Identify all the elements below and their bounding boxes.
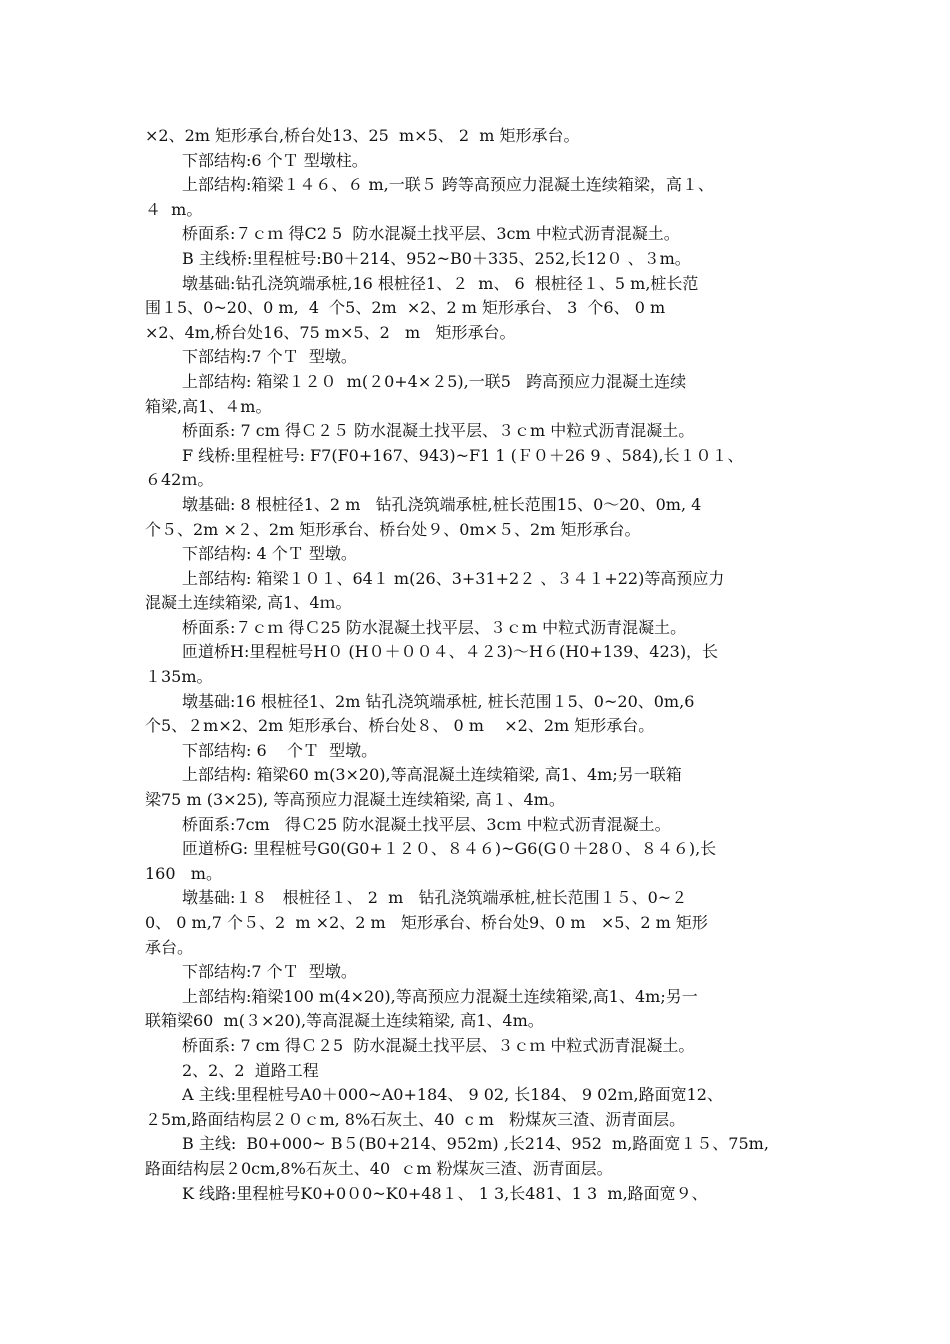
paragraph-line: 联箱梁60 m(３×20),等高混凝土连续箱梁, 高1、4m。 [145, 1011, 544, 1031]
paragraph-line: 上部结构: 箱梁60 m(3×20),等高混凝土连续箱梁, 高1、4m;另一联箱 [182, 765, 682, 785]
paragraph-line: 下部结构: 6 个Ｔ 型墩。 [182, 740, 378, 760]
paragraph-line: 路面结构层２0cm,8%石灰土、40 ｃm 粉煤灰三渣、沥青面层。 [145, 1158, 613, 1178]
paragraph-line: 桥面系:７ｃｍ 得Ｃ25 防水混凝土找平层、３ｃm 中粒式沥青混凝土。 [182, 617, 687, 637]
paragraph-line: ２5m,路面结构层２０ｃm, 8%石灰土、40 c m 粉煤灰三渣、沥青面层。 [145, 1109, 686, 1129]
paragraph-line: 梁75 m (3×25), 等高预应力混凝土连续箱梁, 高１、4m。 [145, 790, 565, 810]
paragraph-line: 上部结构:箱梁１４６、６ m,一联５ 跨等高预应力混凝土连续箱梁，高１、 [182, 175, 714, 195]
paragraph-line: F 线桥:里程桩号: F7(F0+167、943)~F1 1 (Ｆ０＋26 9 、584),长１０１、 [182, 445, 744, 465]
paragraph-line: 下部结构: 4 个Ｔ 型墩。 [182, 544, 357, 564]
paragraph-line: 桥面系:７ｃｍ 得C2 5 防水混凝土找平层、3cm 中粒式沥青混凝土。 [182, 224, 680, 244]
paragraph-line: 上部结构: 箱梁１２０ m(２0+4×２5),一联5 跨高预应力混凝土连续 [182, 371, 687, 391]
paragraph-line: 桥面系: 7 cm 得Ｃ２５ 防水混凝土找平层、３ｃm 中粒式沥青混凝土。 [182, 421, 695, 441]
paragraph-line: 承台。 [145, 937, 194, 957]
paragraph-line: ×2、2m 矩形承台,桥台处13、25 m×5、 2 m 矩形承台。 [145, 126, 580, 145]
paragraph-line: 下部结构:7 个Ｔ 型墩。 [182, 347, 357, 367]
paragraph-line: 墩基础:１８ 根桩径１、 2 m 钻孔浇筑端承桩,桩长范围１５、0~２ [182, 888, 688, 908]
paragraph-line: 箱梁,高1、４m。 [145, 396, 272, 416]
paragraph-line: 混凝土连续箱梁, 高1、4ｍ。 [145, 593, 352, 613]
paragraph-line: 160 m。 [145, 863, 222, 883]
paragraph-line: B 主线: B0+000~ B５(B0+214、952m) ,长214、952 m,路面宽１５、75m, [182, 1134, 769, 1154]
paragraph-line: B 主线桥:里程桩号:B0＋214、952~B0＋335、252,长12０ 、３m。 [182, 248, 691, 268]
paragraph-line: 匝道桥H:里程桩号H０ (H０＋００４、４２3)～H６(H0+139、423)，长 [182, 642, 719, 662]
paragraph-line: 上部结构:箱梁100 m(4×20),等高预应力混凝土连续箱梁,高1、4m;另一 [182, 986, 698, 1006]
paragraph-line: 个５、2m ×２、2m 矩形承台、桥台处９、0m×５、2m 矩形承台。 [145, 519, 641, 539]
paragraph-line: 桥面系:7cm 得Ｃ25 防水混凝土找平层、3cｍ 中粒式沥青混凝土。 [182, 814, 671, 834]
paragraph-line: 下部结构:6 个Ｔ 型墩柱。 [182, 150, 368, 170]
paragraph-line: ６42ｍ。 [145, 470, 214, 490]
paragraph-line: A 主线:里程桩号A0＋000~A0+184、 9 02, 长184、 9 02ｍ,路面宽12、 [182, 1085, 723, 1105]
paragraph-line: 墩基础: 8 根桩径1、2 m 钻孔浇筑端承桩,桩长范围15、0～20、0m, 4 [182, 494, 702, 514]
paragraph-line: 0、 0 m,7 个５、2 m ×2、2 m 矩形承台、桥台处9、0 m ×5、2 m 矩形 [145, 913, 708, 932]
paragraph-line: 桥面系: 7 cm 得Ｃ２5 防水混凝土找平层、３ｃｍ 中粒式沥青混凝土。 [182, 1035, 695, 1055]
paragraph-line: 上部结构: 箱梁１０１、64１ m(26、3+31+2２ 、３４１+22)等高预应力 [182, 568, 725, 588]
paragraph-line: 匝道桥G: 里程桩号G0(G0+１２０、８４６)~G6(G０＋28０、８４６),长 [182, 839, 717, 859]
paragraph-line: 围１5、0~20、0 m, 4 个5、2m ×2、2 m 矩形承台、 3 个6、 0 m [145, 298, 666, 318]
paragraph-line: ４ m。 [145, 199, 203, 219]
paragraph-line: １35m。 [145, 667, 213, 687]
document-body [145, 124, 800, 1206]
paragraph-line: 个5、２m×2、2m 矩形承台、桥台处８、 0 m ×2、2m 矩形承台。 [145, 716, 655, 736]
paragraph-line: 墩基础:钻孔浇筑端承桩,16 根桩径1、２ m、 6 根桩径１、5 m,桩长范 [182, 273, 699, 293]
paragraph-line: 下部结构:7 个Ｔ 型墩。 [182, 962, 357, 982]
paragraph-line: ×2、4m,桥台处16、75 m×5、2 m 矩形承台。 [145, 322, 516, 342]
paragraph-line: 墩基础:16 根桩径1、2m 钻孔浇筑端承桩, 桩长范围１5、0~20、0m,6 [182, 691, 695, 711]
paragraph-line: K 线路:里程桩号K0+0０0~K0+48１、 1 3,长481、1 3 m,路面宽９、 [182, 1183, 708, 1203]
paragraph-line: 2、2、2 道路工程 [182, 1060, 319, 1080]
